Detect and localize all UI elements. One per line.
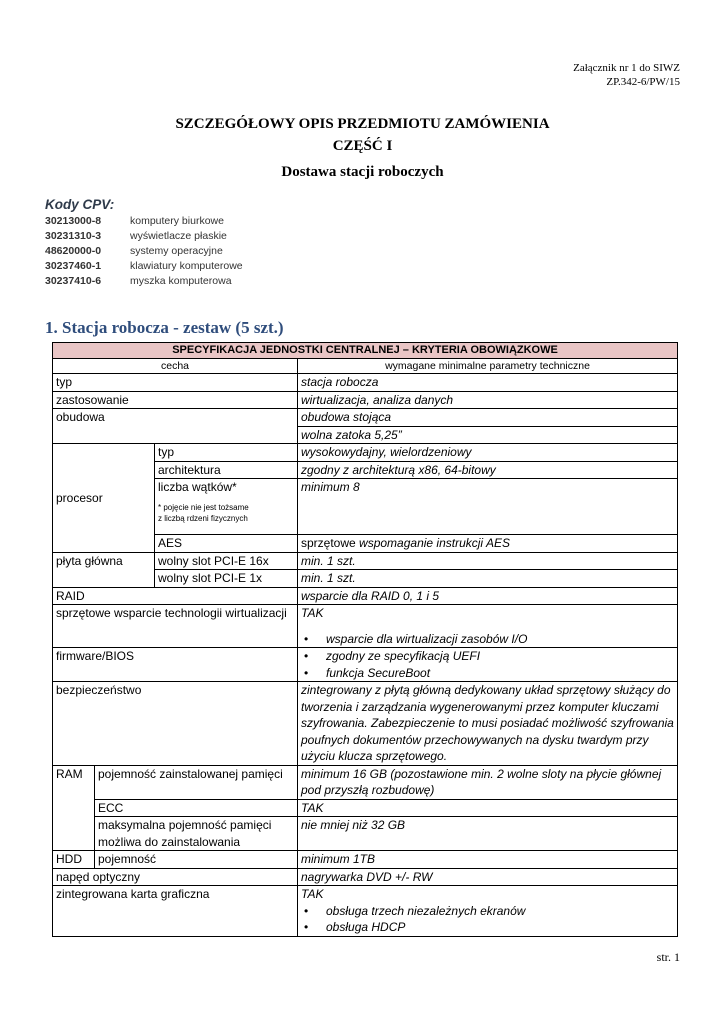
bullet-icon: • — [304, 649, 309, 663]
cpv-code: 30237410-6 — [45, 275, 102, 287]
row-value-cell — [298, 535, 678, 553]
row-label: zastosowanie — [53, 391, 298, 409]
row-sublabel-cell — [155, 479, 298, 535]
bullet-text: obsługa HDCP — [326, 920, 406, 934]
cpv-row — [45, 214, 243, 229]
row-value: minimum 16 GB (pozostawione min. 2 wolne sloty na płycie głównej pod przyszłą rozbudowę) — [298, 765, 678, 799]
row-label: HDD — [53, 851, 95, 869]
row-sublabel: wolny slot PCI-E 16x — [155, 552, 298, 570]
table-row — [53, 851, 678, 869]
cpv-desc: wyświetlacze płaskie — [130, 230, 227, 242]
table-row — [53, 868, 678, 886]
section-heading: 1. Stacja robocza - zestaw (5 szt.) — [45, 318, 284, 337]
document-title-block — [0, 113, 725, 185]
row-label: typ — [53, 374, 298, 392]
row-value-plain: sprzętowe — [301, 536, 360, 550]
row-label: bezpieczeństwo — [53, 682, 298, 766]
row-value-cell — [298, 605, 678, 648]
cpv-codes — [45, 197, 243, 289]
table-row — [53, 391, 678, 409]
table-row — [53, 682, 678, 766]
row-value: TAK — [301, 887, 324, 901]
table-row — [53, 374, 678, 392]
column-header-feature: cecha — [53, 359, 298, 374]
row-label: obudowa — [53, 409, 298, 444]
row-value: zgodny z architekturą x86, 64-bitowy — [298, 461, 678, 479]
page-number: str. 1 — [656, 950, 680, 964]
column-header-requirements: wymagane minimalne parametry techniczne — [298, 359, 678, 374]
footnote-line: * pojęcie nie jest tożsame — [158, 502, 249, 512]
row-value: TAK — [301, 606, 324, 620]
row-label: firmware/BIOS — [53, 648, 298, 682]
table-title-row — [53, 343, 678, 359]
table-row — [53, 648, 678, 682]
table-row — [53, 817, 678, 851]
cpv-desc: klawiatury komputerowe — [130, 260, 243, 272]
row-value: min. 1 szt. — [298, 570, 678, 588]
bullet-item — [301, 631, 674, 648]
table-row — [53, 409, 678, 427]
row-sublabel: liczba wątków* — [158, 480, 237, 494]
row-label: procesor — [53, 444, 155, 553]
row-value: wysokowydajny, wielordzeniowy — [298, 444, 678, 462]
footnote — [158, 502, 294, 524]
cpv-desc: systemy operacyjne — [130, 245, 223, 257]
cpv-desc: myszka komputerowa — [130, 275, 232, 287]
row-value: min. 1 szt. — [298, 552, 678, 570]
row-value-italic: wspomaganie instrukcji AES — [359, 536, 510, 550]
bullet-item — [301, 648, 674, 665]
row-label: sprzętowe wsparcie technologii wirtualizacji — [53, 605, 298, 648]
table-row — [53, 605, 678, 648]
row-value: wolna zatoka 5,25” — [298, 426, 678, 444]
document-subtitle: Dostawa stacji roboczych — [281, 164, 444, 180]
row-sublabel: architektura — [155, 461, 298, 479]
row-value: nie mniej niż 32 GB — [298, 817, 678, 851]
row-value: obudowa stojąca — [298, 409, 678, 427]
attachment-header — [573, 61, 680, 89]
row-label: RAID — [53, 587, 298, 605]
row-sublabel: maksymalna pojemność pamięci możliwa do zainstalowania — [95, 817, 298, 851]
cpv-row — [45, 274, 243, 289]
attachment-label: Załącznik nr 1 do SIWZ — [573, 62, 680, 74]
table-row — [53, 799, 678, 817]
cpv-code: 48620000-0 — [45, 245, 102, 257]
table-row — [53, 765, 678, 799]
row-value-cell — [298, 648, 678, 682]
row-sublabel: pojemność zainstalowanej pamięci — [95, 765, 298, 799]
row-sublabel: typ — [155, 444, 298, 462]
row-value: stacja robocza — [298, 374, 678, 392]
row-value: zintegrowany z płytą główną dedykowany układ sprzętowy służący do tworzenia i zarządzania wygenerowanymi przez komputer kluczami szyfrowania. Zabezpieczenie to musi posiadać możliwość szyfrowania poufnych dokumentów przechowywanych na dysku twardym przy użyciu klucza sprzętowego. — [298, 682, 678, 766]
row-label: RAM — [53, 765, 95, 851]
cpv-row — [45, 229, 243, 244]
row-label: napęd optyczny — [53, 868, 298, 886]
cpv-code: 30231310-3 — [45, 230, 102, 242]
bullet-text: obsługa trzech niezależnych ekranów — [326, 903, 526, 918]
row-label: zintegrowana karta graficzna — [53, 886, 298, 937]
bullet-item — [301, 919, 674, 936]
document-title: SZCZEGÓŁOWY OPIS PRZEDMIOTU ZAMÓWIENIA — [175, 116, 550, 132]
row-sublabel: ECC — [95, 799, 298, 817]
table-title: SPECYFIKACJA JEDNOSTKI CENTRALNEJ – KRYTERIA OBOWIĄZKOWE — [53, 343, 678, 359]
row-sublabel: AES — [155, 535, 298, 553]
table-row — [53, 587, 678, 605]
cpv-code: 30237460-1 — [45, 260, 102, 272]
row-sublabel: pojemność — [95, 851, 298, 869]
bullet-item — [301, 665, 674, 682]
table-row — [53, 886, 678, 937]
bullet-text: zgodny ze specyfikacją UEFI — [326, 649, 481, 663]
cpv-row — [45, 244, 243, 259]
bullet-icon: • — [304, 631, 309, 646]
row-sublabel: wolny slot PCI-E 1x — [155, 570, 298, 588]
row-value: minimum 1TB — [298, 851, 678, 869]
cpv-row — [45, 259, 243, 274]
bullet-icon: • — [304, 920, 309, 934]
row-value: TAK — [298, 799, 678, 817]
row-value: wsparcie dla RAID 0, 1 i 5 — [298, 587, 678, 605]
table-row — [53, 552, 678, 570]
bullet-icon: • — [304, 903, 309, 918]
table-header-row — [53, 359, 678, 374]
case-number: ZP.342-6/PW/15 — [606, 76, 680, 88]
table-row — [53, 444, 678, 462]
row-value-cell — [298, 886, 678, 937]
footnote-line: z liczbą rdzeni fizycznych — [158, 513, 248, 523]
row-label: płyta główna — [53, 552, 155, 587]
bullet-icon: • — [304, 665, 309, 680]
bullet-text: wsparcie dla wirtualizacji zasobów I/O — [326, 631, 528, 646]
cpv-heading: Kody CPV: — [45, 197, 115, 212]
cpv-code: 30213000-8 — [45, 215, 102, 227]
bullet-item — [301, 903, 674, 920]
specification-table — [52, 342, 678, 937]
document-part: CZĘŚĆ I — [332, 138, 393, 154]
row-value: minimum 8 — [298, 479, 678, 535]
row-value: wirtualizacja, analiza danych — [298, 391, 678, 409]
cpv-desc: komputery biurkowe — [130, 215, 224, 227]
bullet-text: funkcja SecureBoot — [326, 665, 431, 680]
row-value: nagrywarka DVD +/- RW — [298, 868, 678, 886]
